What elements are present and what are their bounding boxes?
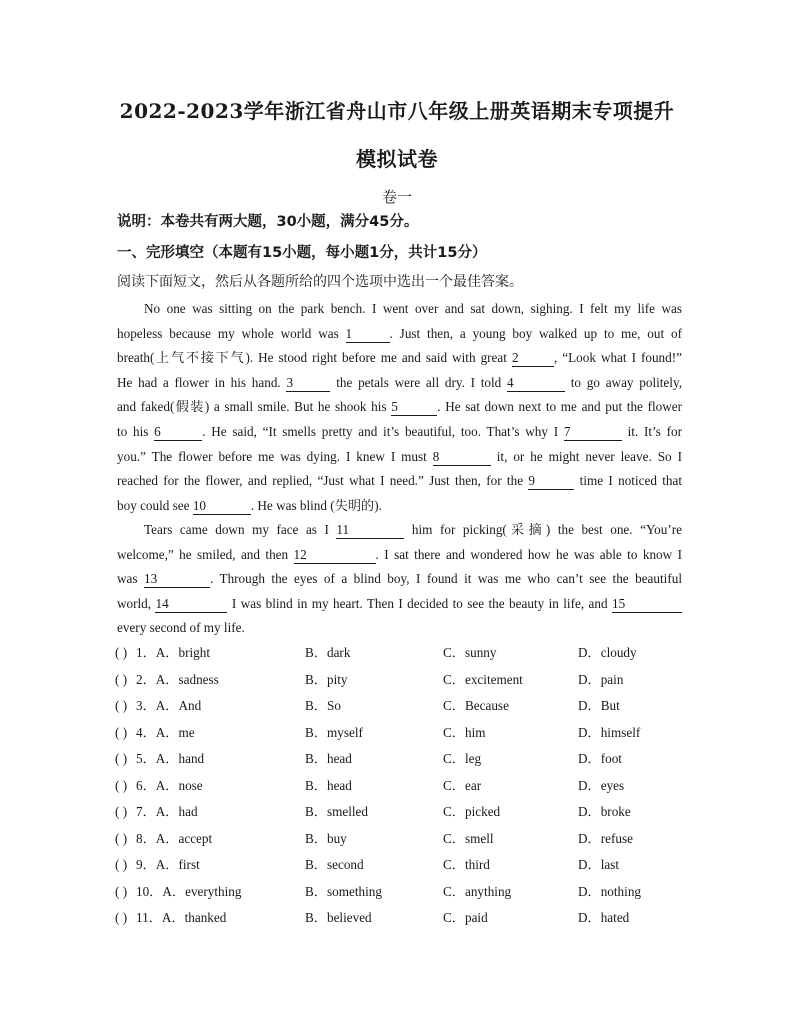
question-row (115, 852, 695, 879)
blank-2[interactable]: 2 (512, 349, 554, 367)
question-row (115, 720, 695, 747)
exam-title-line2: 模拟试卷 (356, 147, 438, 171)
option-c[interactable]: C．excitement (443, 671, 523, 687)
exam-note: 说明：本卷共有两大题，30小题，满分45分。 (117, 214, 419, 230)
blank-6[interactable]: 6 (154, 423, 202, 441)
passage-line: He had a flower in his hand. 3 the petals were all dry. I told 4 to go away politely, (117, 374, 682, 390)
blank-5[interactable]: 5 (391, 398, 437, 416)
option-b[interactable]: B．believed (305, 910, 372, 925)
passage-line: breath(上气不接下气). He stood right before me and said with great 2 , “Look what I found!” (117, 350, 682, 366)
option-a[interactable]: 11．A．thanked (136, 910, 227, 925)
answer-blank[interactable]: ( ) (115, 830, 128, 846)
answer-blank[interactable]: ( ) (115, 883, 128, 899)
option-a[interactable]: 3．A．And (136, 698, 202, 713)
question-row (115, 799, 695, 826)
option-b[interactable]: B．myself (305, 724, 363, 740)
passage-line: to his 6 . He said, “It smells pretty and it’s beautiful, too. That’s why I 7 it. It’s for (117, 423, 682, 439)
blank-14[interactable]: 14 (155, 595, 227, 613)
option-c[interactable]: C．third (443, 857, 490, 872)
option-b[interactable]: B．dark (305, 645, 351, 660)
blank-8[interactable]: 8 (433, 448, 491, 466)
option-d[interactable]: D．last (578, 857, 620, 872)
passage-line: and faked(假装) a small smile. But he shook his 5 . He sat down next to me and put the flower (117, 399, 682, 415)
option-a[interactable]: 7．A．had (136, 804, 198, 819)
blank-11[interactable]: 11 (336, 521, 404, 539)
option-d[interactable]: D．foot (578, 751, 622, 766)
passage-line: No one was sitting on the park bench. I went over and sat down, sighing. I felt my life was (144, 301, 682, 316)
blank-15[interactable]: 15 (612, 595, 682, 613)
option-d[interactable]: D．broke (578, 804, 631, 819)
option-b[interactable]: B．head (305, 777, 352, 793)
volume-label: 卷一 (381, 188, 412, 206)
option-a[interactable]: 8．A．accept (136, 830, 213, 846)
option-c[interactable]: C．picked (443, 804, 501, 819)
question-row (115, 905, 695, 932)
passage-line: Tears came down my face as I 11 him for picking(采摘) the best one. “You’re (144, 522, 682, 537)
question-row (115, 879, 695, 906)
answer-blank[interactable]: ( ) (115, 645, 128, 660)
question-row (115, 826, 695, 853)
option-c[interactable]: C．paid (443, 910, 488, 925)
answer-blank[interactable]: ( ) (115, 804, 128, 819)
option-d[interactable]: D．cloudy (578, 645, 637, 660)
option-c[interactable]: C．sunny (443, 645, 497, 660)
option-a[interactable]: 9．A．first (136, 857, 200, 872)
option-c[interactable]: C．smell (443, 830, 494, 846)
option-b[interactable]: B．buy (305, 830, 347, 846)
option-a[interactable]: 1．A．bright (136, 645, 210, 660)
option-b[interactable]: B．second (305, 857, 364, 872)
option-b[interactable]: B．So (305, 698, 341, 713)
option-c[interactable]: C．anything (443, 883, 512, 899)
passage-line: world, 14 I was blind in my heart. Then I decided to see the beauty in life, and 15 (117, 592, 682, 617)
passage-line: hopeless because my whole world was 1 . Just then, a young boy walked up to me, out of (117, 325, 682, 341)
blank-10[interactable]: 10 (193, 497, 251, 515)
option-a[interactable]: 2．A．sadness (136, 671, 219, 687)
answer-blank[interactable]: ( ) (115, 671, 128, 687)
section-directions: 阅读下面短文，然后从各题所给的四个选项中选出一个最佳答案。 (117, 274, 523, 290)
option-a[interactable]: 6．A．nose (136, 777, 203, 793)
option-c[interactable]: C．ear (443, 777, 482, 793)
answer-blank[interactable]: ( ) (115, 777, 128, 793)
exam-title-line1: 2022-2023学年浙江省舟山市八年级上册英语期末专项提升 (119, 99, 675, 123)
blank-4[interactable]: 4 (507, 374, 565, 392)
option-b[interactable]: B．pity (305, 671, 348, 687)
option-b[interactable]: B．smelled (305, 804, 369, 819)
question-row (115, 667, 695, 694)
passage-line: every second of my life. (117, 620, 245, 636)
section-title: 一、完形填空（本题有15小题，每小题1分，共计15分） (117, 245, 487, 261)
option-c[interactable]: C．Because (443, 698, 509, 713)
passage-line: was 13 . Through the eyes of a blind boy, I found it was me who can’t see the beautiful (117, 571, 682, 587)
question-row (115, 693, 695, 720)
option-d[interactable]: D．pain (578, 671, 624, 687)
question-row (115, 773, 695, 800)
question-list (115, 640, 695, 932)
blank-9[interactable]: 9 (528, 472, 574, 490)
passage-line: boy could see 10 . He was blind (失明的). (117, 497, 382, 513)
blank-1[interactable]: 1 (346, 325, 390, 343)
answer-blank[interactable]: ( ) (115, 698, 128, 713)
option-a[interactable]: 5．A．hand (136, 751, 205, 766)
question-row (115, 746, 695, 773)
blank-13[interactable]: 13 (144, 570, 210, 588)
blank-12[interactable]: 12 (294, 546, 376, 564)
option-b[interactable]: B．something (305, 883, 382, 899)
option-d[interactable]: D．But (578, 698, 620, 713)
option-d[interactable]: D．eyes (578, 777, 625, 793)
passage-line: welcome,” he smiled, and then 12 . I sat there and wondered how he was able to know I (117, 546, 682, 562)
option-a[interactable]: 10．A．everything (136, 883, 242, 899)
option-c[interactable]: C．him (443, 724, 486, 740)
option-d[interactable]: D．himself (578, 724, 641, 740)
option-d[interactable]: D．nothing (578, 883, 642, 899)
answer-blank[interactable]: ( ) (115, 751, 128, 766)
answer-blank[interactable]: ( ) (115, 857, 128, 872)
option-d[interactable]: D．hated (578, 910, 630, 925)
passage-paragraph-1 (117, 297, 682, 518)
option-b[interactable]: B．head (305, 751, 352, 766)
blank-3[interactable]: 3 (286, 374, 330, 392)
answer-blank[interactable]: ( ) (115, 724, 128, 740)
passage-line: you.” The flower before me was dying. I knew I must 8 it, or he might never leave. So I (117, 448, 682, 464)
option-a[interactable]: 4．A．me (136, 724, 195, 740)
answer-blank[interactable]: ( ) (115, 910, 128, 925)
question-row (115, 640, 695, 667)
passage-line: reached for the flower, and replied, “Just what I need.” Just then, for the 9 time I noticed that (117, 473, 683, 489)
passage-paragraph-2 (117, 518, 682, 641)
blank-7[interactable]: 7 (564, 423, 622, 441)
option-c[interactable]: C．leg (443, 751, 482, 766)
option-d[interactable]: D．refuse (578, 830, 633, 846)
